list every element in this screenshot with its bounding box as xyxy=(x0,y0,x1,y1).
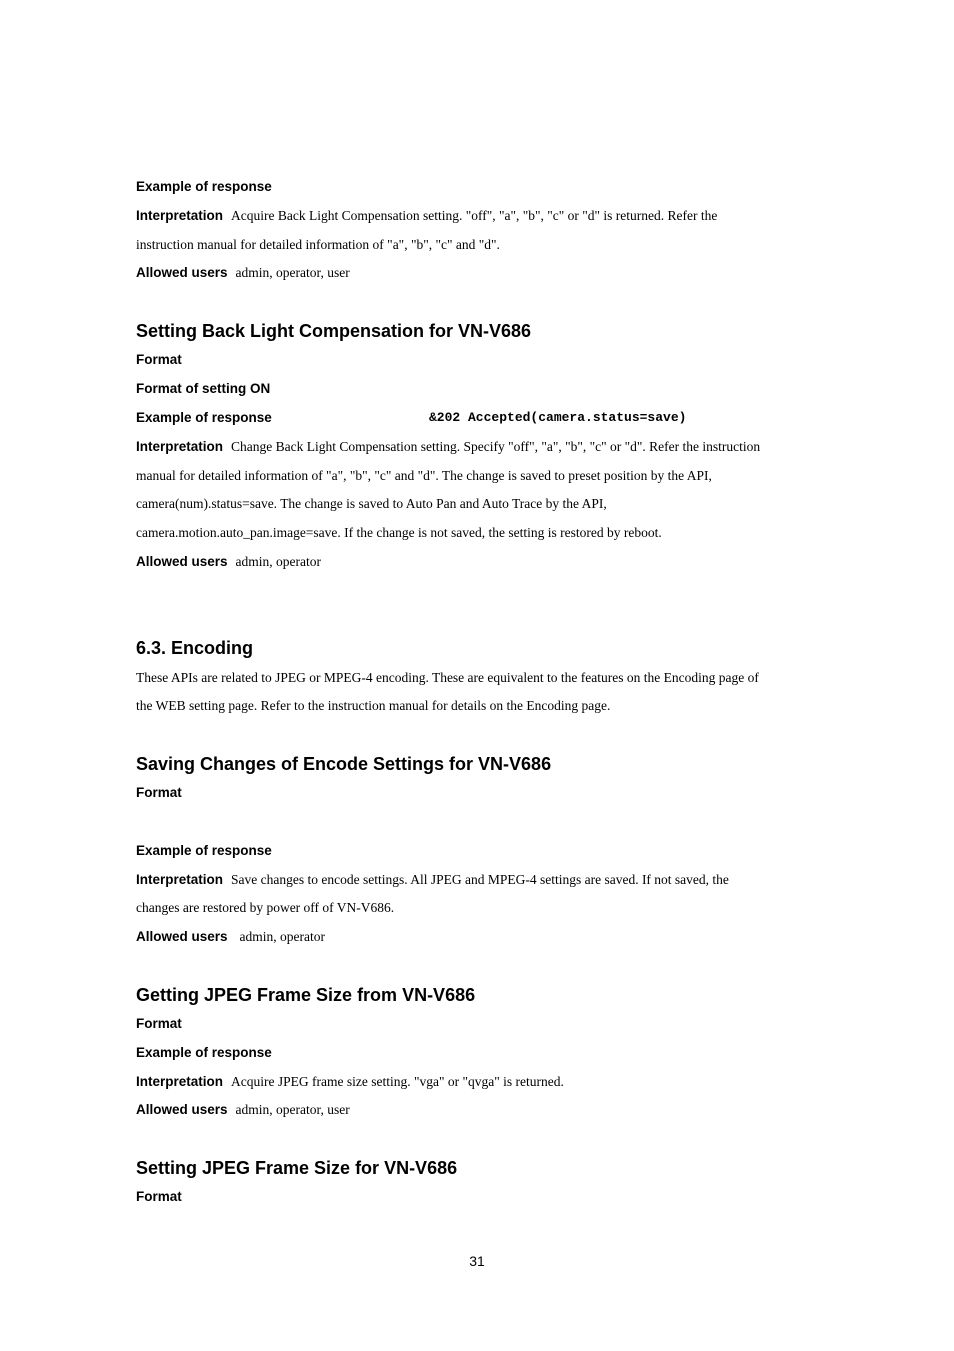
interpretation-line: Interpretation Acquire JPEG frame size setting. "vga" or "qvga" is returned. xyxy=(136,1074,564,1089)
example-of-response-label: Example of response xyxy=(136,410,272,425)
interpretation-continuation: instruction manual for detailed information of "a", "b", "c" and "d". xyxy=(136,237,500,252)
allowed-users-line: Allowed users admin, operator xyxy=(136,554,322,569)
section-intro-line: the WEB setting page. Refer to the instruction manual for details on the Encoding page. xyxy=(136,698,611,713)
response-code: &202 Accepted(camera.status=save) xyxy=(429,410,687,425)
allowed-users-line: Allowed users admin, operator, user xyxy=(136,265,350,280)
interpretation-line: Interpretation Save changes to encode settings. All JPEG and MPEG-4 settings are saved. If not saved, the xyxy=(136,872,729,887)
section-heading: Getting JPEG Frame Size from VN-V686 xyxy=(136,985,476,1005)
example-of-response-label: Example of response xyxy=(136,179,272,194)
interpretation-continuation: camera.motion.auto_pan.image=save. If the change is not saved, the setting is restored by reboot. xyxy=(136,525,662,540)
interpretation-continuation: manual for detailed information of "a", "b", "c" and "d". The change is saved to preset position by the API, xyxy=(136,468,712,483)
interpretation-line: Interpretation Change Back Light Compensation setting. Specify "off", "a", "b", "c" or "d". Refer the instruction xyxy=(136,439,761,454)
example-of-response-label: Example of response xyxy=(136,843,272,858)
format-label: Format xyxy=(136,785,182,800)
allowed-users-line: Allowed users admin, operator xyxy=(136,929,326,944)
format-label: Format xyxy=(136,1189,182,1204)
allowed-users-line: Allowed users admin, operator, user xyxy=(136,1102,350,1117)
format-label: Format xyxy=(136,352,182,367)
section-heading: Setting Back Light Compensation for VN-V686 xyxy=(136,321,532,341)
section-heading: Setting JPEG Frame Size for VN-V686 xyxy=(136,1158,458,1178)
interpretation-continuation: camera(num).status=save. The change is saved to Auto Pan and Auto Trace by the API, xyxy=(136,496,607,511)
example-of-response-label: Example of response xyxy=(136,1045,272,1060)
interpretation-continuation: changes are restored by power off of VN-V686. xyxy=(136,900,395,915)
section-heading: Saving Changes of Encode Settings for VN-V686 xyxy=(136,754,552,774)
chapter-heading: 6.3. Encoding xyxy=(136,638,254,658)
interpretation-line: Interpretation Acquire Back Light Compensation setting. "off", "a", "b", "c" or "d" is returned. Refer the xyxy=(136,208,718,223)
section-intro-line: These APIs are related to JPEG or MPEG-4 encoding. These are equivalent to the features on the Encoding page of xyxy=(136,670,759,685)
page-number: 31 xyxy=(469,1253,485,1269)
format-of-setting-on-label: Format of setting ON xyxy=(136,381,271,396)
format-label: Format xyxy=(136,1016,182,1031)
